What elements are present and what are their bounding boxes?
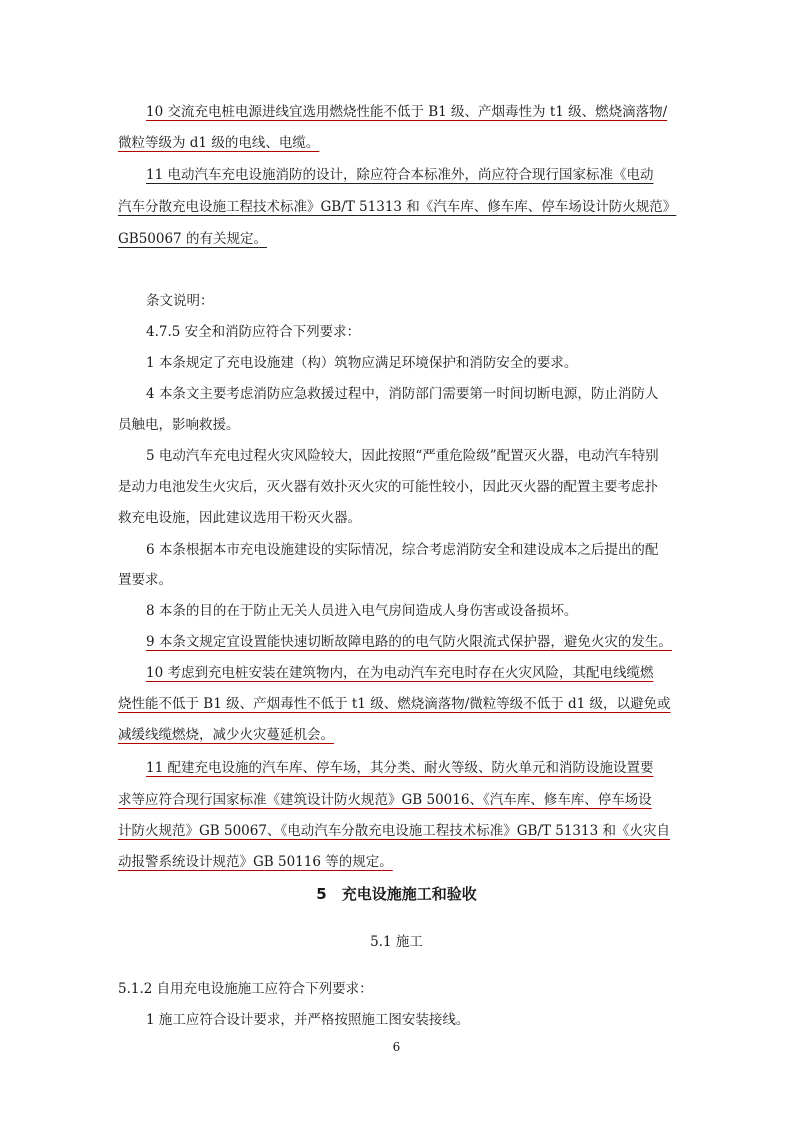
paragraph-line: 4 本条文主要考虑消防应急救援过程中，消防部门需要第一时间切断电源，防止消防人 xyxy=(146,386,659,402)
explanation-heading: 条文说明： xyxy=(146,293,214,309)
paragraph-line: 1 本条规定了充电设施建（构）筑物应满足环境保护和消防安全的要求。 xyxy=(146,355,578,371)
paragraph-line: 是动力电池发生火灾后，灭火器有效扑灭火灾的可能性较小，因此灭火器的配置主要考虑扑 xyxy=(118,479,658,495)
paragraph-line: 置要求。 xyxy=(118,572,172,588)
chapter-heading: 5 充电设施施工和验收 xyxy=(316,885,477,903)
paragraph-line: 11 配建充电设施的汽车库、停车场，其分类、耐火等级、防火单元和消防设施设置要 xyxy=(146,760,654,776)
paragraph-line: 计防火规范》GB 50067、《电动汽车分散充电设施工程技术标准》GB/T 51313 和《火灾自 xyxy=(118,823,670,839)
paragraph-line: 烧性能不低于 B1 级、产烟毒性不低于 t1 级、燃烧滴落物/微粒等级不低于 d1 级，以避免或 xyxy=(118,696,671,712)
section-heading: 5.1 施工 xyxy=(370,934,423,950)
paragraph-line: 5 电动汽车充电过程火灾风险较大，因此按照“严重危险级”配置灭火器，电动汽车特别 xyxy=(146,448,659,464)
paragraph-line: 减缓线缆燃烧，减少火灾蔓延机会。 xyxy=(118,727,334,743)
paragraph-line: 9 本条文规定宜设置能快速切断故障电路的的电气防火限流式保护器，避免火灾的发生。 xyxy=(146,634,672,650)
paragraph-line: 1 施工应符合设计要求，并严格按照施工图安装接线。 xyxy=(146,1012,470,1028)
paragraph-line: 求等应符合现行国家标准《建筑设计防火规范》GB 50016、《汽车库、修车库、停车场设 xyxy=(118,792,652,808)
paragraph-line: 动报警系统设计规范》GB 50116 等的规定。 xyxy=(118,854,393,870)
page-number: 6 xyxy=(392,1040,401,1054)
paragraph-line: 10 交流充电桩电源进线宜选用燃烧性能不低于 B1 级、产烟毒性为 t1 级、燃烧滴落物/ xyxy=(146,104,668,120)
clause-title: 5.1.2 自用充电设施施工应符合下列要求： xyxy=(118,981,373,997)
paragraph-line: GB50067 的有关规定。 xyxy=(118,231,267,247)
paragraph-line: 微粒等级为 d1 级的电线、电缆。 xyxy=(118,135,320,151)
paragraph-line: 8 本条的目的在于防止无关人员进入电气房间造成人身伤害或设备损坏。 xyxy=(146,603,578,619)
paragraph-line: 员触电，影响救援。 xyxy=(118,417,240,433)
paragraph-line: 救充电设施，因此建议选用干粉灭火器。 xyxy=(118,510,361,526)
paragraph-line: 6 本条根据本市充电设施建设的实际情况，综合考虑消防安全和建设成本之后提出的配 xyxy=(146,542,659,558)
clause-title: 4.7.5 安全和消防应符合下列要求： xyxy=(146,324,361,340)
paragraph-line: 汽车分散充电设施工程技术标准》GB/T 51313 和《汽车库、修车库、停车场设计防火规范》 xyxy=(118,199,677,215)
paragraph-line: 11 电动汽车充电设施消防的设计，除应符合本标准外，尚应符合现行国家标准《电动 xyxy=(146,167,654,183)
paragraph-line: 10 考虑到充电桩安装在建筑物内，在为电动汽车充电时存在火灾风险，其配电线缆燃 xyxy=(146,665,654,681)
